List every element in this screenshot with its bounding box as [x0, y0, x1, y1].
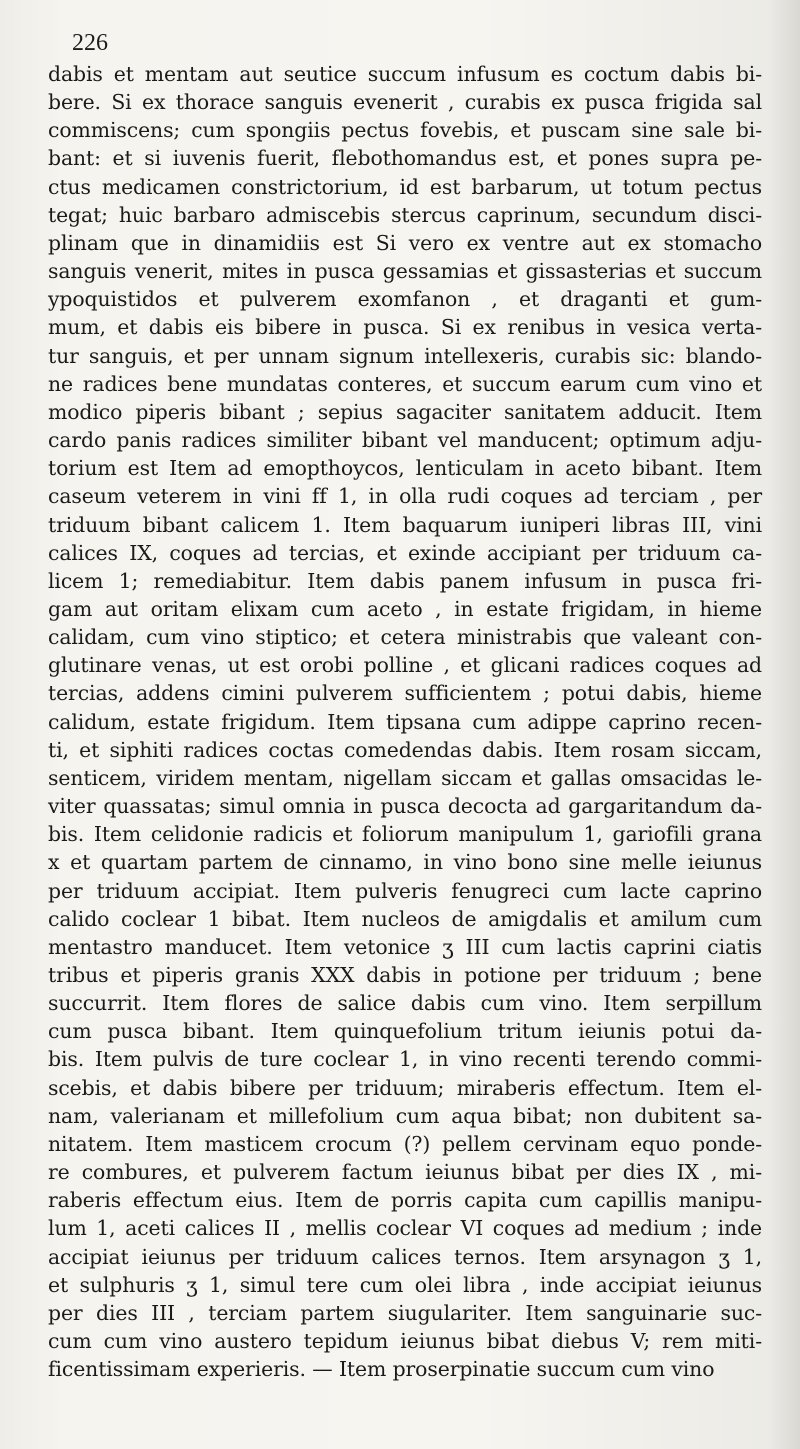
text-line: et sulphuris ʒ 1, simul tere cum olei libra , inde accipiat ieiunus	[48, 1272, 762, 1297]
text-line: ti, et siphiti radices coctas comedendas dabis. Item rosam siccam,	[48, 737, 762, 762]
text-line: senticem, viridem mentam, nigellam siccam et gallas omsacidas le-	[48, 765, 762, 790]
text-line: sanguis venerit, mites in pusca gessamias et gissasterias et succum	[48, 259, 762, 284]
text-line: dabis et mentam aut seutice succum infusum es coctum dabis bi-	[48, 62, 762, 86]
text-line: cardo panis radices similiter bibant vel manducent; optimum adju-	[48, 428, 762, 453]
text-line: calidum, estate frigidum. Item tipsana cum adippe caprino recen-	[48, 709, 762, 734]
text-line: triduum bibant calicem 1. Item baquarum iuniperi libras III, vini	[48, 512, 762, 537]
text-line: nam, valerianam et millefolium cum aqua bibat; non dubitent sa-	[48, 1103, 762, 1128]
text-line: per triduum accipiat. Item pulveris fenugreci cum lacte caprino	[48, 878, 762, 903]
text-line: tur sanguis, et per unnam signum intellexeris, curabis sic: blando-	[48, 343, 762, 368]
text-line: torium est Item ad emopthoycos, lenticulam in aceto bibant. Item	[48, 456, 762, 481]
text-line: viter quassatas; simul omnia in pusca decocta ad gargaritandum da-	[48, 794, 762, 819]
text-line: calidam, cum vino stiptico; et cetera ministrabis que valeant con-	[48, 625, 762, 650]
text-line: lum 1, aceti calices II , mellis coclear VI coques ad medium ; inde	[48, 1216, 762, 1241]
text-line: mum, et dabis eis bibere in pusca. Si ex renibus in vesica verta-	[48, 315, 762, 340]
text-line: plinam que in dinamidiis est Si vero ex ventre aut ex stomacho	[48, 230, 762, 255]
text-line: modico piperis bibant ; sepius sagaciter sanitatem adducit. Item	[48, 399, 762, 424]
text-line: calido coclear 1 bibat. Item nucleos de amigdalis et amilum cum	[48, 906, 762, 931]
text-line: ypoquistidos et pulverem exomfanon , et draganti et gum-	[48, 287, 762, 312]
text-line: raberis effectum eius. Item de porris capita cum capillis manipu-	[48, 1188, 762, 1213]
text-line: accipiat ieiunus per triduum calices ternos. Item arsynagon ʒ 1,	[48, 1244, 762, 1269]
text-line: cum pusca bibant. Item quinquefolium tritum ieiunis potui da-	[48, 1019, 762, 1044]
text-line: ficentissimam experieris. — Item proserpinatie succum cum vino	[48, 1357, 715, 1382]
text-line: re combures, et pulverem factum ieiunus bibat per dies IX , mi-	[48, 1160, 762, 1185]
text-line: gam aut oritam elixam cum aceto , in estate frigidam, in hieme	[48, 596, 762, 621]
text-line: bis. Item celidonie radicis et foliorum manipulum 1, gariofili grana	[48, 822, 762, 847]
text-line: scebis, et dabis bibere per triduum; miraberis effectum. Item el-	[48, 1075, 762, 1100]
text-line: nitatem. Item masticem crocum (?) pellem cervinam equo ponde-	[48, 1131, 762, 1156]
text-line: mentastro manducet. Item vetonice ʒ III cum lactis caprini ciatis	[48, 934, 762, 959]
text-line: glutinare venas, ut est orobi polline , et glicani radices coques ad	[48, 653, 762, 678]
page-number: 226	[72, 30, 108, 56]
text-line: bis. Item pulvis de ture coclear 1, in vino recenti terendo commi-	[48, 1047, 762, 1072]
text-line: succurrit. Item flores de salice dabis cum vino. Item serpillum	[48, 991, 762, 1016]
text-line: per dies III , terciam partem siugulariter. Item sanguinarie suc-	[48, 1300, 762, 1325]
text-line: x et quartam partem de cinnamo, in vino bono sine melle ieiunus	[48, 850, 762, 875]
text-line: bant: et si iuvenis fuerit, flebothomandus est, et pones supra pe-	[48, 146, 762, 171]
body-text	[48, 60, 762, 1383]
text-line: calices IX, coques ad tercias, et exinde accipiant per triduum ca-	[48, 540, 762, 565]
text-line: tegat; huic barbaro admiscebis stercus caprinum, secundum disci-	[48, 202, 762, 227]
text-line: caseum veterem in vini ff 1, in olla rudi coques ad terciam , per	[48, 484, 762, 509]
text-line: cum cum vino austero tepidum ieiunus bibat diebus V; rem miti-	[48, 1329, 762, 1354]
text-line: ne radices bene mundatas conteres, et succum earum cum vino et	[48, 371, 762, 396]
text-line: licem 1; remediabitur. Item dabis panem infusum in pusca fri-	[48, 568, 762, 593]
text-line: commiscens; cum spongiis pectus fovebis, et puscam sine sale bi-	[48, 118, 762, 143]
text-line: ctus medicamen constrictorium, id est barbarum, ut totum pectus	[48, 174, 762, 199]
text-line: tribus et piperis granis XXX dabis in potione per triduum ; bene	[48, 963, 762, 987]
text-line: bere. Si ex thorace sanguis evenerit , curabis ex pusca frigida sal	[48, 90, 762, 115]
text-line: tercias, addens cimini pulverem sufficientem ; potui dabis, hieme	[48, 681, 762, 706]
